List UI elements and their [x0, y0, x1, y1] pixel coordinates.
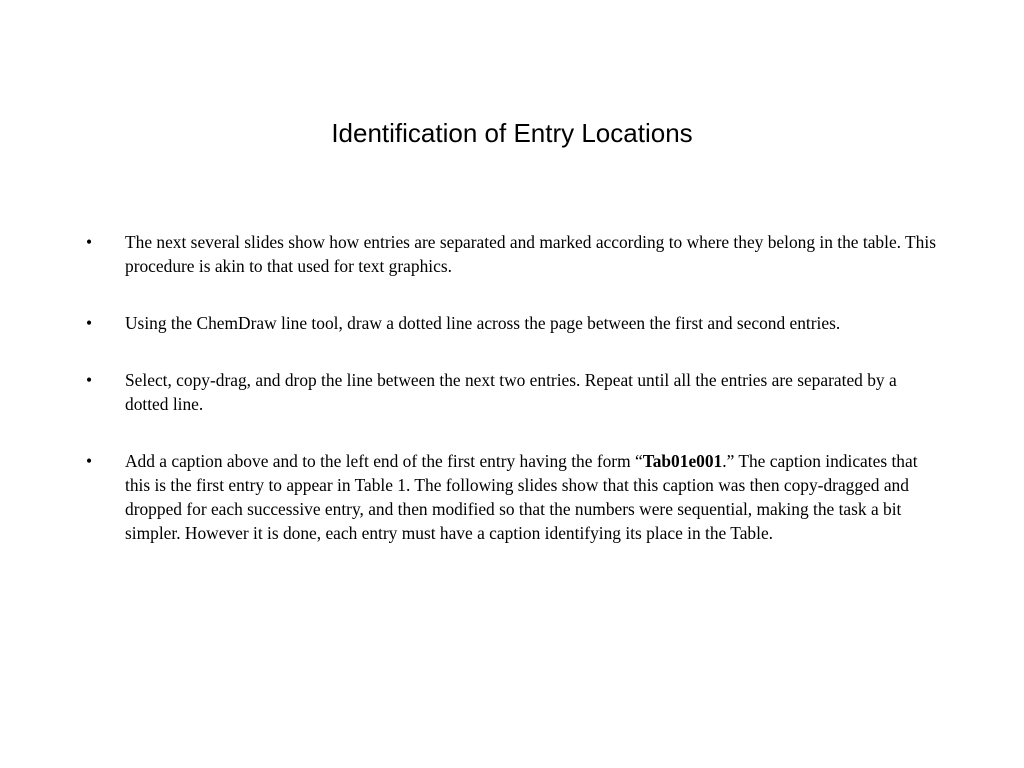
bullet-text	[125, 449, 938, 545]
bullet-text: Using the ChemDraw line tool, draw a dotted line across the page between the first and second entries.	[125, 313, 841, 333]
bullet-icon: •	[86, 232, 93, 252]
bullet-item-copy-drag-line	[86, 368, 938, 416]
bullet-text-before: Add a caption above and to the left end of the first entry having the form “	[125, 451, 643, 471]
caption-example: Tab01e001	[642, 451, 723, 471]
bullet-item-draw-dotted-line	[86, 311, 938, 335]
bullet-text: The next several slides show how entries are separated and marked according to where they belong in the table. This procedure is akin to that used for text graphics.	[125, 232, 936, 276]
slide-title: Identification of Entry Locations	[331, 118, 693, 148]
bullet-item-separate-entries	[86, 230, 938, 278]
bullet-text-after: .” The caption indicates that this is the first entry to appear in Table 1. The following slides show that this caption was then copy-dragged and dropped for each successive entry, and then modified so that the numbers were sequential, making the task a bit simpler. However it is done, each entry must have a caption identifying its place in the Table.	[125, 451, 918, 543]
bullet-item-add-caption	[86, 449, 938, 545]
bullet-icon: •	[86, 313, 93, 333]
bullet-list	[86, 230, 938, 578]
bullet-icon: •	[86, 370, 93, 390]
bullet-icon: •	[86, 451, 93, 471]
bullet-text: Select, copy-drag, and drop the line between the next two entries. Repeat until all the entries are separated by a dotted line.	[125, 370, 897, 414]
